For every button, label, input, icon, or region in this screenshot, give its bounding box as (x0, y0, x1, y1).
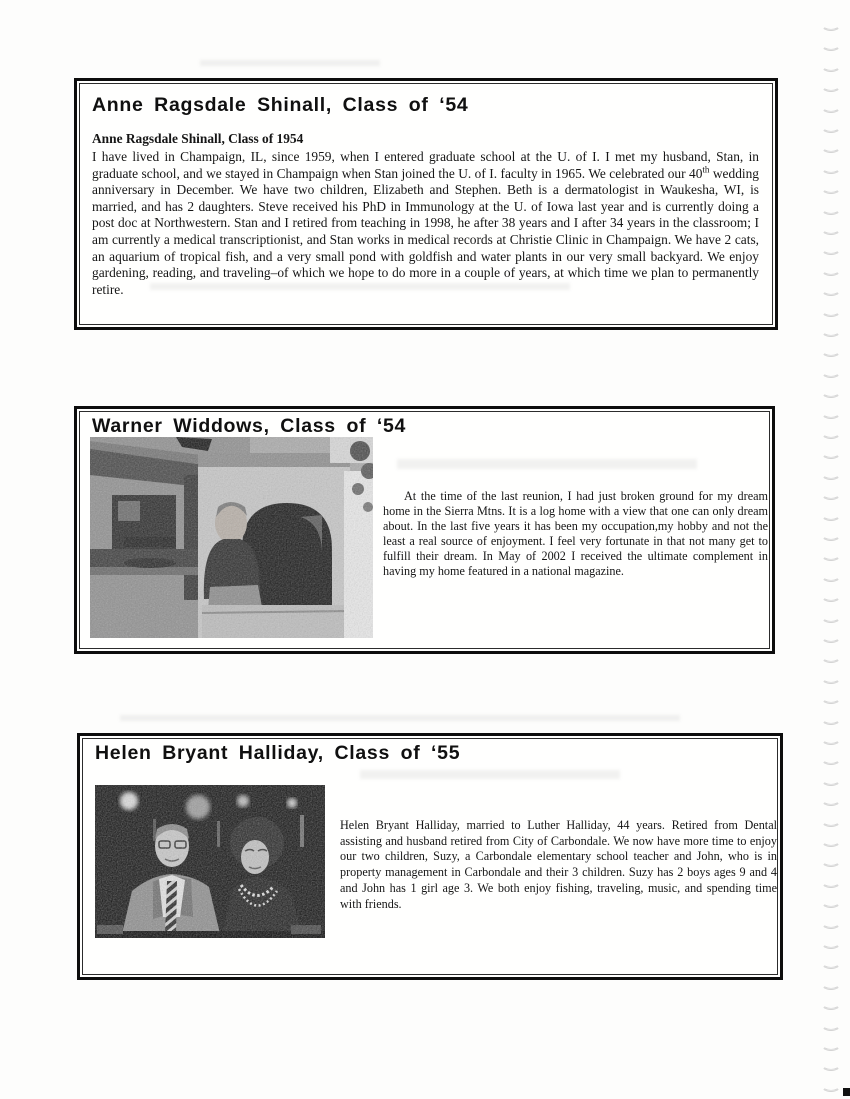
spiral-binding-mark (821, 936, 841, 949)
spiral-binding-mark (821, 1018, 841, 1031)
spiral-binding-mark (821, 854, 841, 867)
spiral-binding-mark (821, 752, 841, 765)
spiral-binding-mark (821, 814, 841, 827)
spiral-binding-mark (821, 222, 841, 235)
spiral-binding-mark (821, 365, 841, 378)
log-home-fireplace-photo (90, 437, 373, 638)
spiral-binding-mark (821, 569, 841, 582)
spiral-binding-mark (821, 406, 841, 419)
spiral-binding-mark (821, 528, 841, 541)
spiral-binding-mark (821, 630, 841, 643)
spiral-binding-mark (821, 793, 841, 806)
spiral-binding-mark (821, 344, 841, 357)
spiral-binding-mark (821, 202, 841, 215)
spiral-binding-mark (821, 712, 841, 725)
spiral-binding-mark (821, 691, 841, 704)
bio-card-helen-halliday (77, 733, 783, 980)
scan-smudge (120, 715, 680, 721)
bio-card-anne-shinall (74, 78, 778, 330)
spiral-binding-mark (821, 650, 841, 663)
spiral-binding-mark (821, 263, 841, 276)
spiral-binding-mark (821, 487, 841, 500)
spiral-binding-mark (821, 181, 841, 194)
spiral-binding-mark (821, 895, 841, 908)
entry-bio-text: At the time of the last reunion, I had just broken ground for my dream home in the Sierra Mtns. It is a log home with a view that one can only dream about. In the last five years it has been my occupation,my hobby and not the least a real source of enjoyment. I feel very fortunate in that not many get to fulfill their dream. In May of 2002 I received the ultimate complement in having my home featured in a national magazine. (383, 489, 768, 578)
entry-title: Helen Bryant Halliday, Class of ‘55 (95, 742, 461, 764)
scan-smudge (200, 60, 380, 66)
spiral-binding-mark (821, 1079, 841, 1092)
toner-mark (843, 1088, 850, 1096)
entry-bio-text: Helen Bryant Halliday, married to Luther Halliday, 44 years. Retired from Dental assisting and husband retired from City of Carbondale. We now have more time to enjoy our two children, Suzy, a Carbondale elementary school teacher and John, who is in property management in Carbondale and their 3 children. Suzy has 2 boys ages 9 and 4 and John has 1 girl age 3. We both enjoy fishing, traveling, music, and spending time with friends. (340, 818, 777, 911)
entry-subtitle: Anne Ragsdale Shinall, Class of 1954 (92, 131, 304, 146)
spiral-binding-mark (821, 671, 841, 684)
spiral-binding-mark (821, 140, 841, 153)
spiral-binding-mark (821, 446, 841, 459)
spiral-binding-mark (821, 304, 841, 317)
spiral-binding-mark (821, 956, 841, 969)
spiral-binding-mark (821, 385, 841, 398)
spiral-binding-mark (821, 589, 841, 602)
spiral-binding-mark (821, 1058, 841, 1071)
spiral-binding-mark (821, 834, 841, 847)
spiral-binding-mark (821, 916, 841, 929)
spiral-binding-mark (821, 120, 841, 133)
spiral-binding-mark (821, 324, 841, 337)
bio-card-warner-widdows (74, 406, 775, 654)
spiral-binding-mark (821, 283, 841, 296)
spiral-binding-mark (821, 1038, 841, 1051)
spiral-binding-mark (821, 508, 841, 521)
spiral-binding-mark (821, 426, 841, 439)
spiral-binding-mark (821, 161, 841, 174)
entry-title: Warner Widdows, Class of ‘54 (92, 415, 407, 437)
spiral-binding-mark (821, 467, 841, 480)
spiral-binding-mark (821, 38, 841, 51)
entry-bio-text: I have lived in Champaign, IL, since 1959, when I entered graduate school at the U. of I. I met my husband, Stan, in graduate school, and we stayed in Champaign when Stan joined the U. of I. faculty in 1965. We celebrated our 40th wedding anniversary in December. We have two children, Elizabeth and Stephen. Beth is a dermatologist in Waukesha, WI, is married, and has 2 daughters. Steve received his PhD in Immunology at the U. of Iowa last year and is currently doing a post doc at Northwestern. Stan and I retired from teaching in 1998, he after 38 years and I after 34 years in the classroom; I am currently a medical transcriptionist, and Stan works in medical records at Christie Clinic in Champaign. We have 2 cats, an aquarium of tropical fish, and a very small pond with goldfish and water plants in our very small backyard. We enjoy gardening, reading, and traveling–of which we hope to do more in a couple of years, at which time we plan to permanently retire. (92, 149, 759, 297)
couple-at-banquet-photo (95, 785, 325, 938)
spiral-binding-mark (821, 18, 841, 31)
spiral-binding-mark (821, 875, 841, 888)
entry-title: Anne Ragsdale Shinall, Class of ‘54 (92, 94, 469, 116)
spiral-binding-mark (821, 610, 841, 623)
spiral-binding-mark (821, 732, 841, 745)
spiral-binding-mark (821, 977, 841, 990)
spiral-binding-mark (821, 79, 841, 92)
spiral-binding-mark (821, 100, 841, 113)
spiral-binding-mark (821, 242, 841, 255)
spiral-binding-mark (821, 773, 841, 786)
spiral-binding-mark (821, 59, 841, 72)
spiral-binding-mark (821, 548, 841, 561)
spiral-binding-mark (821, 997, 841, 1010)
